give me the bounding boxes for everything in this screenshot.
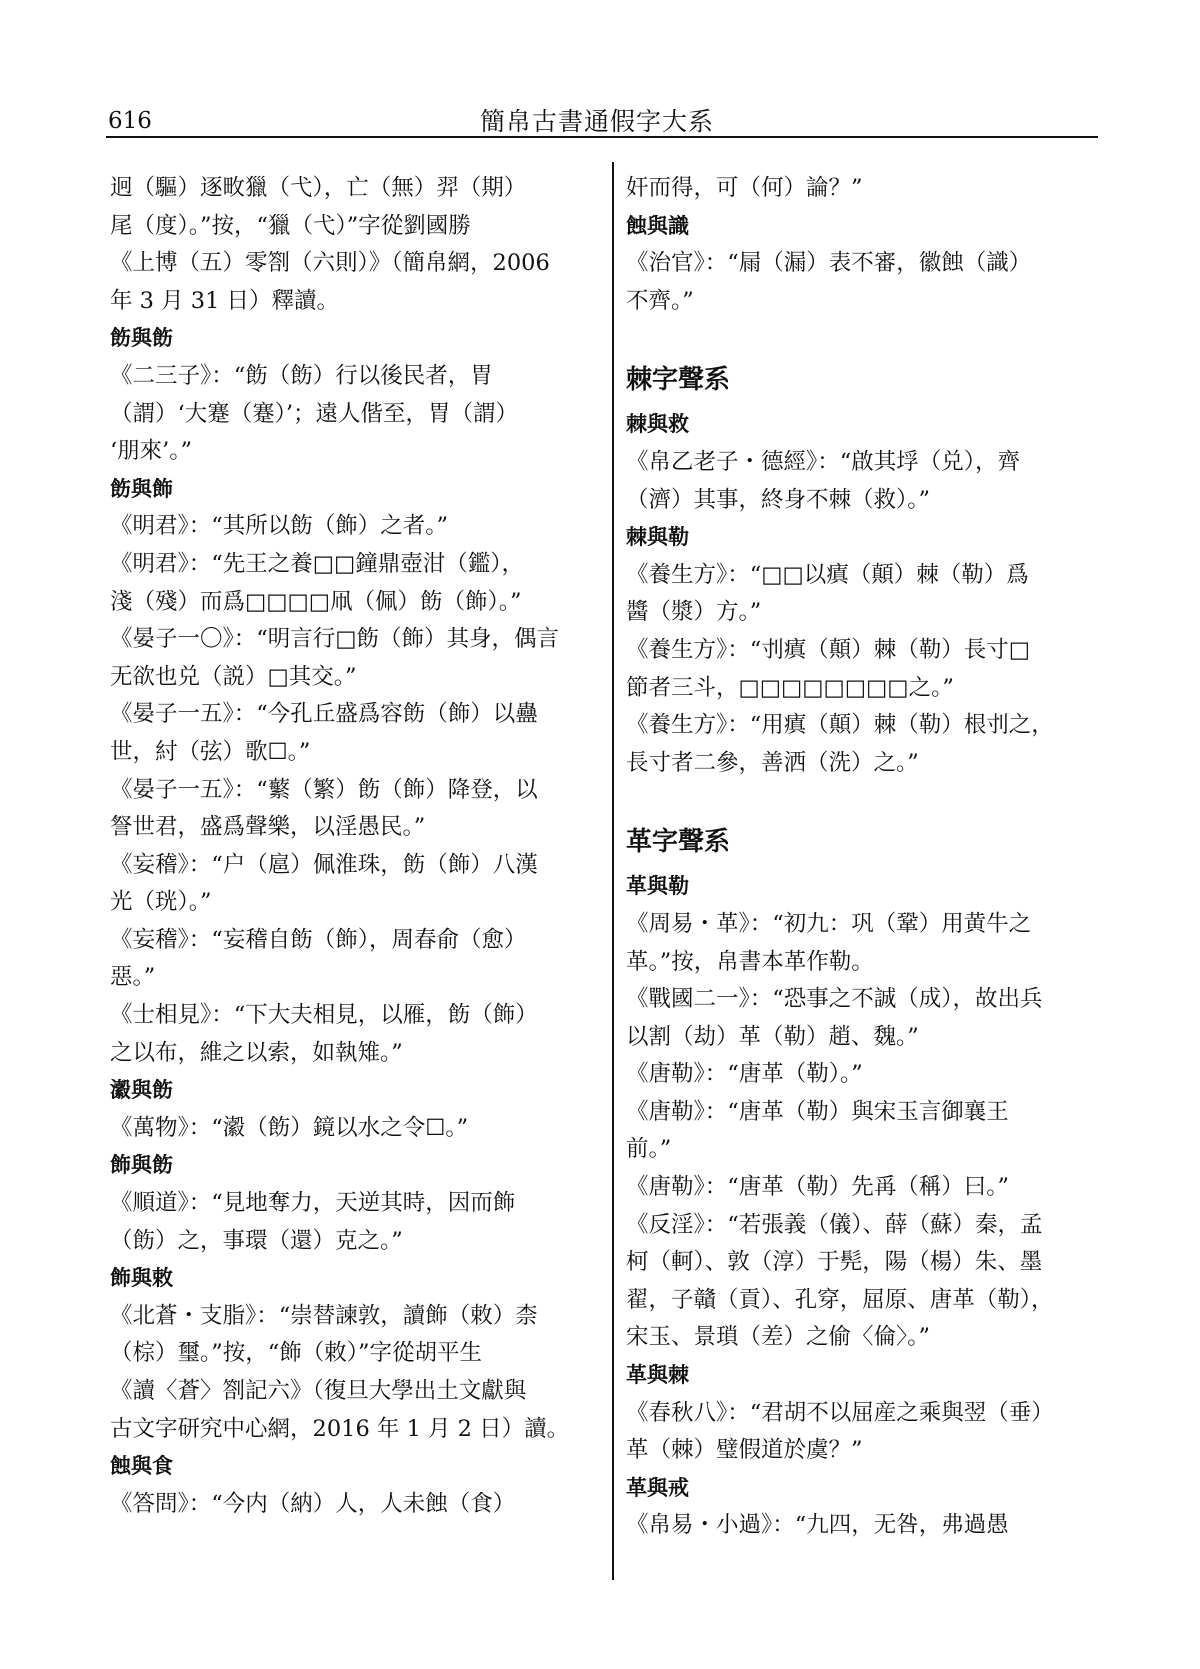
text-line: 《明君》：“其所以飭（飾）之者。” (110, 513, 449, 540)
text-line: 之以布，維之以索，如執雉。” (110, 1039, 403, 1066)
text-line: 《唐勒》：“唐革（勒）。” (626, 1061, 863, 1088)
text-line: 《帛乙老子・德經》：“啟其垺（兑），齊 (626, 448, 1021, 475)
entry-heading: 飭與飾 (110, 476, 173, 501)
text-line: 《晏子一五》：“今孔丘盛爲容飭（飾）以蠱 (110, 701, 538, 728)
text-line: 《妄稽》：“妄稽自飭（飾），周春俞（愈） (110, 926, 527, 953)
left-column (110, 170, 598, 1523)
text-line: ‘朋來’。” (110, 438, 193, 465)
entry-heading: 飭與飭 (110, 326, 173, 351)
text-line: 《養生方》：“刌瘨（顛）棘（勒）長寸□ (626, 636, 1031, 663)
text-line: 《萬物》：“瀫（飭）鏡以水之令☐。” (110, 1114, 469, 1141)
text-line: 《養生方》：“用瘨（顛）棘（勒）根刌之， (626, 712, 1054, 739)
text-line: 年 3 月 31 日）釋讀。 (110, 287, 340, 314)
text-line: 《唐勒》：“唐革（勒）與宋玉言御襄王 (626, 1098, 1009, 1125)
entry-heading: 蝕與食 (110, 1454, 173, 1479)
entry-heading: 革與棘 (626, 1363, 689, 1388)
text-line: 宋玉、景瑣（差）之偷〈倫〉。” (626, 1324, 931, 1351)
entry-heading: 革與勒 (626, 874, 689, 899)
header-rule (106, 136, 1098, 138)
text-line: 節者三斗，□□□□□□□□之。” (626, 674, 954, 701)
text-line: 尾（度）。”按，“獵（弋）”字從劉國勝 (110, 212, 471, 239)
text-line: 《治官》：“屚（漏）表不審，徽蝕（識） (626, 250, 1032, 277)
text-line: 《養生方》：“□□以瘨（顛）棘（勒）爲 (626, 561, 1029, 588)
text-line: 《妄稽》：“户（扈）佩淮珠，飭（飾）八漢 (110, 851, 538, 878)
entry-heading: 飾與敕 (110, 1266, 173, 1291)
text-line: 惡。” (110, 964, 156, 991)
text-line: （謂）‘大蹇（蹇）’；遠人偕至，胃（謂） (110, 400, 519, 427)
text-line: 以割（劫）革（勒）趙、魏。” (626, 1023, 919, 1050)
section-gap (626, 320, 1114, 354)
right-column (626, 170, 1114, 1545)
entry-heading: 革與戒 (626, 1475, 689, 1500)
text-line: 《北蒼・支脂》：“崇替諫敦，讀飾（敕）柰 (110, 1302, 538, 1329)
text-line: 不齊。” (626, 287, 694, 314)
text-line: 長寸者二參，善洒（洗）之。” (626, 749, 919, 776)
text-line: 《上博（五）零劄（六則）》（簡帛網，2006 (110, 250, 550, 277)
text-line: 《明君》：“先王之養□□鐘鼎壺泔（鑑）， (110, 550, 525, 577)
text-line: （濟）其事，終身不棘（救）。” (626, 486, 931, 513)
text-line: 光（珖）。” (110, 889, 212, 916)
text-line: 《反淫》：“若張義（儀）、薛（蘇）秦，孟 (626, 1211, 1043, 1238)
text-line: 柯（軻）、敦（淳）于髡，陽（楊）朱、墨 (626, 1249, 1043, 1276)
text-line: 《讀〈蒼〉劄記六》（復旦大學出土文獻與 (110, 1378, 527, 1404)
text-line: 革。”按，帛書本革作勒。 (626, 948, 874, 975)
text-line: 革（棘）璧假道於虞？” (626, 1437, 863, 1464)
text-line: 《士相見》：“下大夫相見，以雁，飭（飾） (110, 1002, 538, 1029)
entry-heading: 飾與飭 (110, 1153, 173, 1178)
text-line: 《春秋八》：“君胡不以屈産之乘與翌（垂） (626, 1399, 1054, 1426)
text-line: 古文字研究中心網，2016 年 1 月 2 日）讀。 (110, 1415, 570, 1442)
text-line: 《晏子一〇》：“明言行□飭（飾）其身，偶言 (110, 626, 560, 653)
section-heading: 革字聲系 (626, 827, 731, 858)
running-title: 簡帛古書通假字大系 (480, 107, 715, 136)
section-heading: 棘字聲系 (626, 365, 731, 396)
text-line: 《帛易・小過》：“九四，无咎，弗過愚 (626, 1512, 1009, 1539)
text-line: 《順道》：“見地奪力，天逆其時，因而飾 (110, 1190, 516, 1217)
entry-heading: 棘與勒 (626, 525, 689, 550)
text-line: （棕）璽。”按，“飾（敕）”字從胡平生 (110, 1340, 483, 1367)
section-gap (626, 782, 1114, 816)
text-line: 醬（漿）方。” (626, 599, 762, 626)
column-divider (612, 162, 614, 1580)
text-line: 迥（驅）逐畋獵（弋），亡（無）羿（期） (110, 175, 527, 201)
text-line: 前。” (626, 1136, 672, 1163)
text-line: 《唐勒》：“唐革（勒）先爯（稱）曰。” (626, 1174, 1010, 1201)
text-line: 淺（殘）而爲□□□□凧（佩）飭（飾）。” (110, 588, 522, 615)
text-line: 翟，子贛（貢）、孔穿，屈原、唐革（勒）， (626, 1286, 1054, 1313)
text-line: 《晏子一五》：“蘩（繁）飭（飾）降登，以 (110, 776, 538, 803)
text-line: （飭）之，事環（還）克之。” (110, 1227, 403, 1254)
entry-heading: 蝕與識 (626, 213, 689, 238)
text-line: 《答問》：“今内（納）人，人未蝕（食） (110, 1490, 516, 1517)
page-number: 616 (108, 108, 152, 134)
text-line: 詧世君，盛爲聲樂，以淫愚民。” (110, 814, 426, 841)
text-line: 《戰國二一》：“恐事之不誠（成），故出兵 (626, 986, 1043, 1013)
text-line: 《二三子》：“飭（飭）行以後民者，胃 (110, 362, 493, 389)
text-line: 无欲也兑（説）□其交。” (110, 663, 357, 690)
text-line: 奸而得，可（何）論？” (626, 175, 863, 201)
entry-heading: 棘與救 (626, 412, 689, 437)
text-line: 世，紂（弦）歌☐。” (110, 738, 311, 765)
entry-heading: 瀫與飭 (110, 1078, 173, 1103)
text-line: 《周易・革》：“初九：巩（鞏）用黄牛之 (626, 910, 1032, 937)
